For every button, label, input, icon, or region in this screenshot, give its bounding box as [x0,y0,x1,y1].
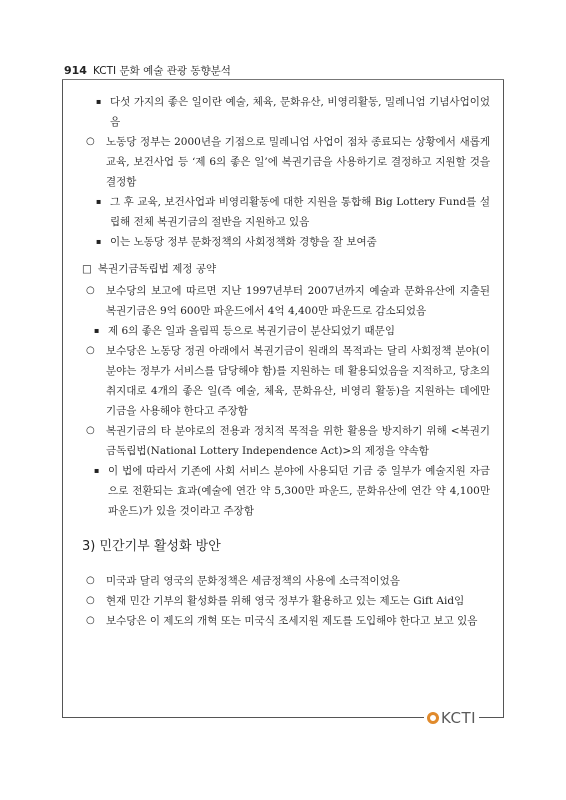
subsection-title: 3) 민간기부 활성화 방안 [82,539,221,554]
square-bullet-icon: ▪ [94,466,100,475]
circle-bullet-icon: ○ [86,425,95,436]
circle-bullet-icon: ○ [86,575,95,586]
bullet-text: 다섯 가지의 좋은 일이란 예술, 체육, 문화유산, 비영리활동, 밀레니엄 기념사업이었음 [110,96,490,128]
section-heading-text: 복권기금독립법 제정 공약 [97,263,217,275]
circle-bullet-icon: ○ [86,136,95,147]
bullet-text: 이 법에 따라서 기존에 사회 서비스 분야에 사용되던 기금 중 일부가 예술지원 자금으로 전환되는 효과(예술에 연간 약 5,300만 파운드, 문화유산에 연간 약 4,100만 파운드)가 있을 것이라고 주장함 [108,465,490,517]
circle-bullet-icon: ○ [86,595,95,606]
page-content [82,92,490,631]
circle-item-text: 보수당은 이 제도의 개혁 또는 미국식 조세지원 제도를 도입해야 한다고 보고 있음 [106,615,478,627]
circle-bullet-icon: ○ [86,345,95,356]
circle-item-text: 보수당의 보고에 따르면 지난 1997년부터 2007년까지 예술과 문화유산에 지출된 복권기금은 9억 600만 파운드에서 4억 4,400만 파운드로 감소되었음 [106,285,490,317]
bullet-text: 제 6의 좋은 일과 올림픽 등으로 복권기금이 분산되었기 때문임 [108,325,395,337]
bullet-item [82,232,490,252]
page-number: 914 [64,63,87,77]
square-bullet-icon: ▪ [96,197,102,206]
circle-item-text: 현재 민간 기부의 활성화를 위해 영국 정부가 활용하고 있는 제도는 Gift Aid임 [106,595,465,607]
logo-ring-icon [427,712,439,724]
circle-item-text: 복권기금의 타 분야로의 전용과 정치적 목적을 위한 활용을 방지하기 위해 <복권기금독립법(National Lottery Independence Act)>의 제정을 약속함 [106,425,490,457]
page-header [64,62,231,78]
circle-item [82,281,490,321]
circle-item [82,132,490,192]
checkbox-square-icon: □ [82,263,92,275]
publication-title: KCTI 문화 예술 관광 동향분석 [92,64,231,77]
circle-item-text: 미국과 달리 영국의 문화정책은 세금정책의 사용에 소극적이었음 [106,575,400,587]
circle-bullet-icon: ○ [86,615,95,626]
bullet-item [82,321,490,341]
square-bullet-icon: ▪ [96,237,102,246]
section-heading [82,259,490,279]
bullet-text: 그 후 교육, 보건사업과 비영리활동에 대한 지원을 통합해 Big Lottery Fund를 설립해 전체 복권기금의 절반을 지원하고 있음 [110,196,490,228]
circle-item [82,341,490,421]
circle-item-text: 노동당 정부는 2000년을 기점으로 밀레니엄 사업이 점차 종료되는 상황에서 새롭게 교육, 보건사업 등 ‘제 6의 좋은 일’에 복권기금을 사용하기로 결정하고 지원할 것을 결정함 [106,136,490,188]
bullet-item [82,92,490,132]
bullet-item [82,461,490,521]
circle-bullet-icon: ○ [86,285,95,296]
bullet-item [82,192,490,232]
circle-item [82,591,490,611]
logo-text: KCTI [441,709,477,727]
circle-item-text: 보수당은 노동당 정권 아래에서 복권기금이 원래의 목적과는 달리 사회정책 분야(이 분야는 정부가 서비스를 담당해야 함)를 지원하는 데 활용되었음을 지적하고, 당초의 취지대로 4개의 좋은 일(즉 예술, 체육, 문화유산, 비영리 활동)을 지원하는 데에만 기금을 사용해야 한다고 주장함 [106,345,490,417]
square-bullet-icon: ▪ [96,97,102,106]
square-bullet-icon: ▪ [94,326,100,335]
circle-item [82,421,490,461]
circle-item [82,571,490,591]
kcti-logo [424,709,479,727]
bullet-text: 이는 노동당 정부 문화정책의 사회정책화 경향을 잘 보여줌 [110,236,377,248]
circle-item [82,611,490,631]
